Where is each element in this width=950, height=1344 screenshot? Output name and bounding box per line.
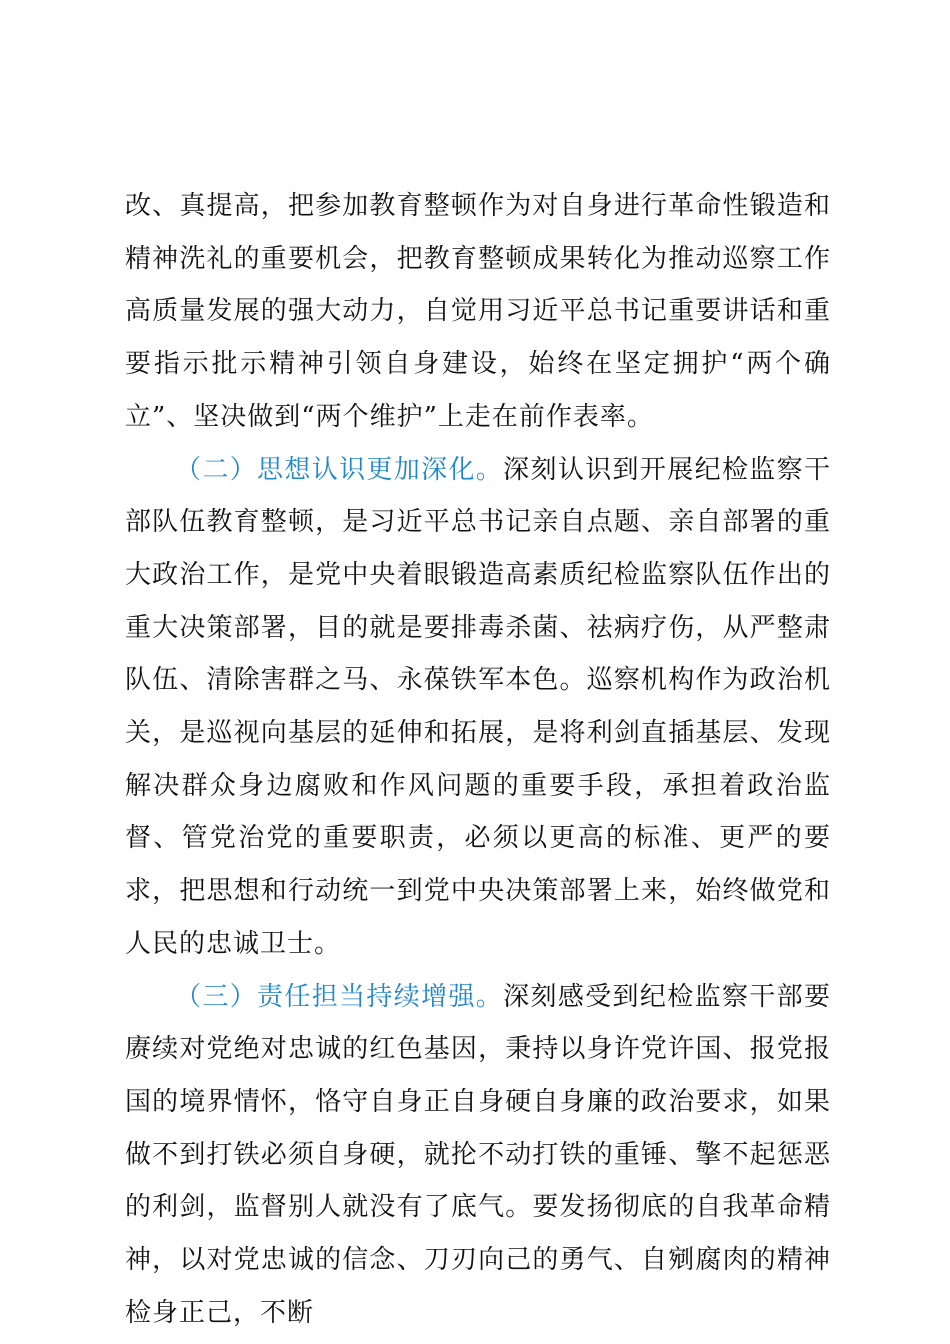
paragraph-section-three: [125, 971, 831, 1340]
section-heading: （二）思想认识更加深化。: [175, 454, 504, 485]
paragraph-section-two: [125, 444, 831, 971]
section-heading: （三）责任担当持续增强。: [175, 981, 504, 1012]
paragraph-text: 改、真提高，把参加教育整顿作为对自身进行革命性锻造和精神洗礼的重要机会，把教育整顿成果转化为推动巡察工作高质量发展的强大动力，自觉用习近平总书记重要讲话和重要指示批示精神引领自身建设，始终在坚定拥护“两个确立”、坚决做到“两个维护”上走在前作表率。: [125, 191, 831, 432]
paragraph-text: 深刻认识到开展纪检监察干部队伍教育整顿，是习近平总书记亲自点题、亲自部署的重大政治工作，是党中央着眼锻造高素质纪检监察队伍作出的重大决策部署，目的就是要排毒杀菌、祛病疗伤，从严整肃队伍、清除害群之马、永葆铁军本色。巡察机构作为政治机关，是巡视向基层的延伸和拓展，是将利剑直插基层、发现解决群众身边腐败和作风问题的重要手段，承担着政治监督、管党治党的重要职责，必须以更高的标准、更严的要求，把思想和行动统一到党中央决策部署上来，始终做党和人民的忠诚卫士。: [125, 454, 831, 959]
paragraph-text: 深刻感受到纪检监察干部要赓续对党绝对忠诚的红色基因，秉持以身许党许国、报党报国的境界情怀，恪守自身正自身硬自身廉的政治要求，如果做不到打铁必须自身硬，就抡不动打铁的重锤、擎不起惩恶的利剑，监督别人就没有了底气。要发扬彻底的自我革命精神，以对党忠诚的信念、刀刃向己的勇气、自剜腐肉的精神检身正己，不断: [125, 981, 831, 1328]
paragraph-continuation: [125, 180, 831, 444]
document-body: [125, 180, 831, 1339]
